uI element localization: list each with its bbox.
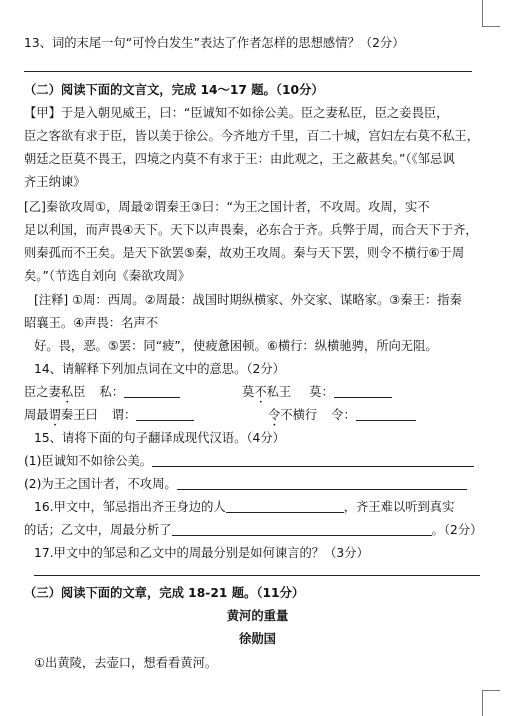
q15-sentence-1: (1)臣诚知不如徐公美。 (24, 451, 474, 471)
answer-blank[interactable] (124, 384, 180, 398)
term-label: 谓： (111, 408, 137, 422)
term-label: 私： (99, 385, 125, 399)
question-16-cont: 的话；乙文中，周最分析了 。（2分） (24, 523, 483, 537)
passage-jia-line: 【甲】于是入朝见威王，曰：“臣诚知不如徐公美。臣之妻私臣，臣之妾畏臣， (24, 106, 449, 120)
annotation-line: [注释] ①周：西周。②周最：战国时期纵横家、外交家、谋略家。③秦王：指秦 (34, 293, 462, 307)
question-17: 17.甲文中的邹忌和乙文中的周最分别是如何谏言的？（3分） (34, 546, 369, 560)
phrase: 臣之妻私臣 (24, 385, 86, 399)
passage-jia-line: 齐王纳谏》 (24, 175, 86, 189)
passage-jia-line: 臣之客欲有求于臣，皆以美于徐公。今齐地方千里，百二十城，宫妇左右莫不私王， (24, 129, 479, 143)
crop-mark-bottom (482, 690, 500, 716)
question-15: 15、请将下面的句子翻译成现代汉语。（4分） (34, 431, 285, 445)
article-paragraph: ①出黄陵，去壶口，想看看黄河。 (34, 656, 218, 670)
answer-blank[interactable] (172, 522, 432, 536)
q15-sentence-2: (2)为王之国计者，不攻周。 (24, 474, 467, 494)
section-3-heading: （三）阅读下面的文章，完成 18-21 题。（11分） (24, 586, 305, 600)
phrase: 莫不私王 (242, 385, 292, 399)
phrase: 令不横行 (268, 408, 318, 422)
article-title: 黄河的重量 (226, 609, 289, 623)
passage-yi-line: 矣。”（节选自刘向《秦欲攻周》 (24, 269, 191, 283)
question-13: 13、词的末尾一句“可怜白发生”表达了作者怎样的思想感情？（2分） (24, 36, 405, 50)
q14-item (24, 405, 194, 429)
question-14: 14、请解释下列加点词在文中的意思。（2分） (34, 362, 285, 376)
term-label: 令： (331, 408, 356, 422)
passage-yi-line: 足以利国，而声畏④天下。天下以声畏秦，必东合于齐。兵弊于周，而合天下于齐， (24, 223, 478, 237)
article-author: 徐勋国 (239, 632, 276, 646)
answer-blank[interactable] (334, 384, 392, 398)
q14-item (268, 405, 416, 429)
question-16: 16.甲文中，邹忌指出齐王身边的人 ，齐王难以听到真实 (34, 500, 455, 514)
answer-blank[interactable] (152, 453, 474, 467)
answer-blank[interactable] (136, 407, 194, 421)
answer-blank[interactable] (226, 499, 344, 513)
answer-blank[interactable] (356, 407, 416, 421)
q14-item (242, 382, 392, 406)
crop-mark-top (482, 0, 500, 27)
passage-yi-line: [乙]秦欲攻周①，周最②谓秦王③曰：“为王之国计者，不攻周。攻周，实不 (24, 200, 430, 214)
answer-line-13[interactable] (24, 71, 472, 72)
phrase: 周最谓秦王曰 (24, 408, 98, 422)
q14-item (24, 382, 180, 406)
annotation-line: 昭襄王。④声畏：名声不 (24, 316, 158, 330)
passage-jia-line: 朝廷之臣莫不畏王，四境之内莫不有求于王：由此观之，王之蔽甚矣。”（《邹忌讽 (24, 152, 455, 166)
passage-yi-line: 则秦孤而不王矣。是天下欲罢⑤秦，故劝王攻周。秦与天下罢，则令不横行⑥于周 (24, 246, 465, 260)
term-label: 莫： (309, 385, 334, 399)
section-2-heading: （二）阅读下面的文言文，完成 14～17 题。（10分） (24, 83, 324, 97)
annotation-line: 好。畏，恶。⑤罢：同“疲”，使疲惫困顿。⑥横行：纵横驰骋，所向无阻。 (34, 339, 438, 353)
answer-blank[interactable] (177, 476, 467, 490)
answer-line-17[interactable] (34, 575, 480, 576)
